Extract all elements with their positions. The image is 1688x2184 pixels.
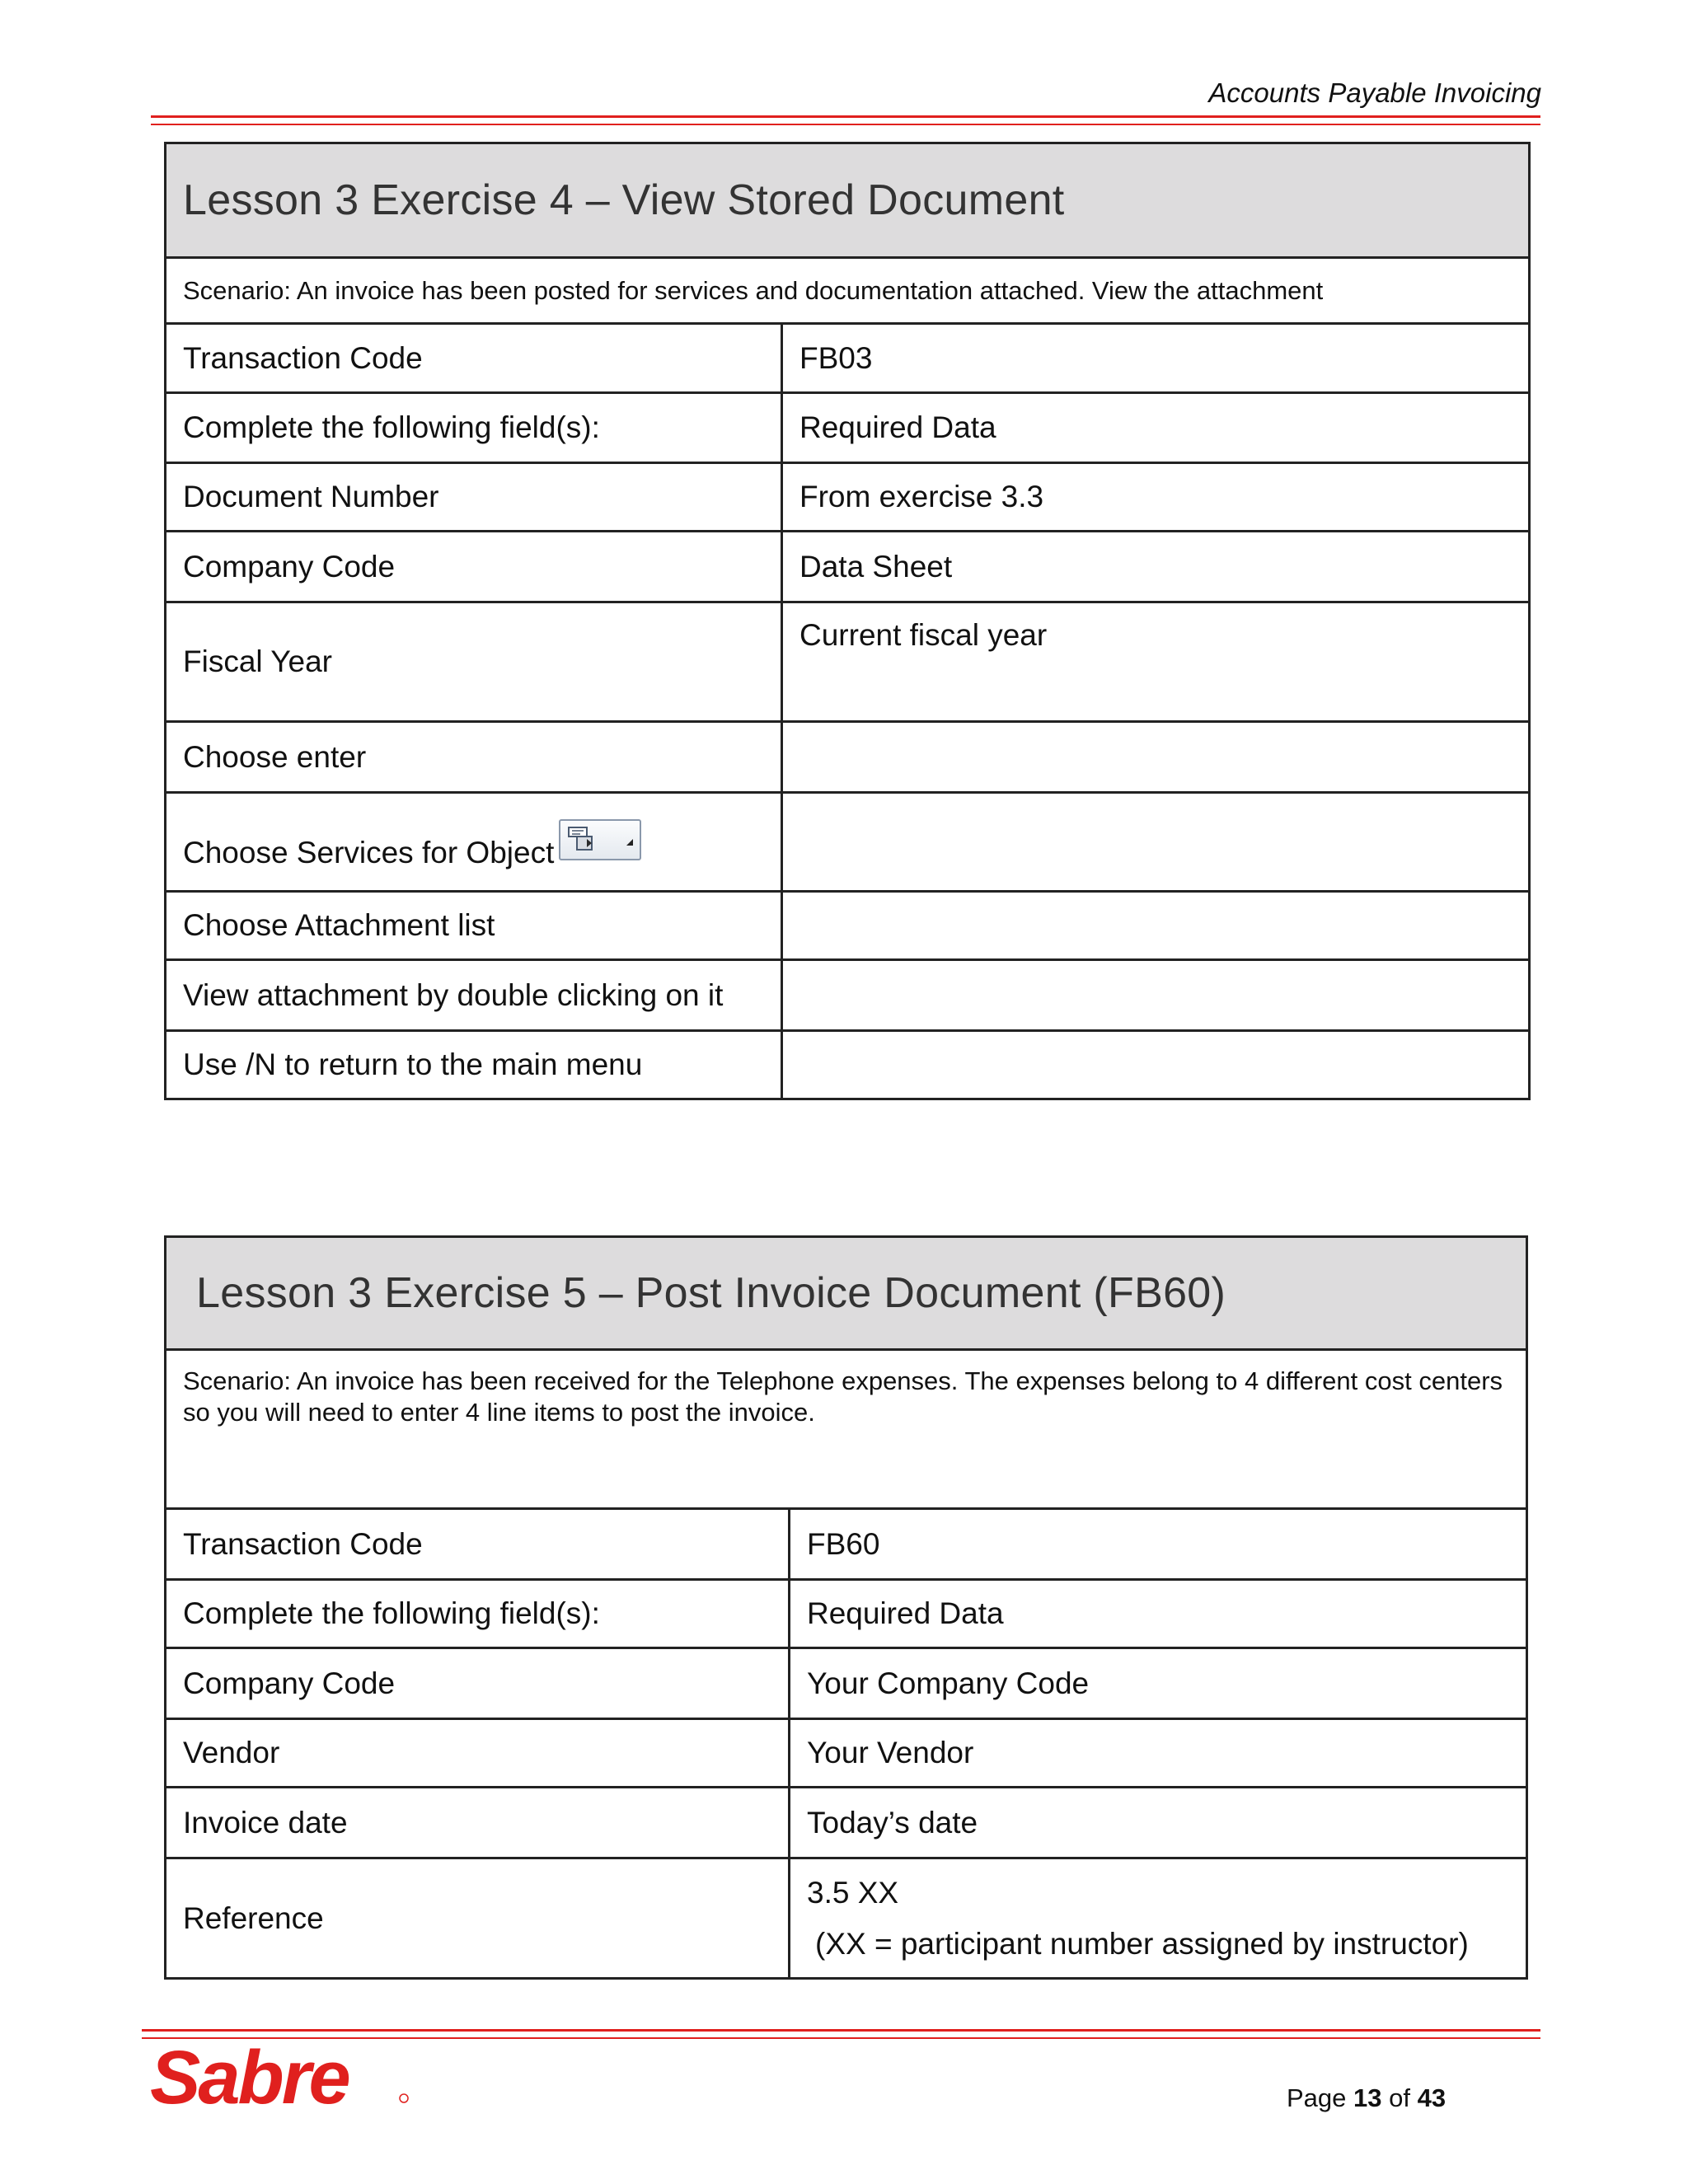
table-row	[166, 1509, 1527, 1580]
exercise-5-table	[164, 1235, 1528, 1980]
row-label: Company Code	[166, 532, 782, 602]
table-row	[166, 1858, 1527, 1979]
page-total: 43	[1417, 2083, 1447, 2112]
table-row	[166, 324, 1530, 393]
table-row	[166, 463, 1530, 532]
table-row	[166, 602, 1530, 722]
exercise-4-scenario: Scenario: An invoice has been posted for services and documentation attached. View the attachment	[166, 258, 1530, 324]
table-row	[166, 1580, 1527, 1648]
row-label: Complete the following field(s):	[166, 393, 782, 463]
row-label: View attachment by double clicking on it	[166, 960, 782, 1031]
row-label: Transaction Code	[166, 1509, 790, 1580]
header-rule-top	[151, 115, 1540, 118]
row-value: Your Vendor	[790, 1719, 1527, 1788]
row-value: Today’s date	[790, 1788, 1527, 1858]
services-for-object-icon	[560, 821, 640, 859]
exercise-5-scenario: Scenario: An invoice has been received for the Telephone expenses. The expenses belong to 4 different cost centers so you will need to enter 4 line items to post the invoice.	[166, 1350, 1527, 1509]
row-value: Required Data	[782, 393, 1530, 463]
row-label: Company Code	[166, 1648, 790, 1719]
table-row	[166, 1788, 1527, 1858]
table-row	[166, 793, 1530, 892]
table-row	[166, 722, 1530, 793]
row-value: FB03	[782, 324, 1530, 393]
row-label: Choose Attachment list	[166, 892, 782, 960]
services-for-object-label: Choose Services for Object	[183, 835, 555, 869]
row-label: Complete the following field(s):	[166, 1580, 790, 1648]
header-rule-bottom	[151, 124, 1540, 125]
row-value	[782, 722, 1530, 793]
row-value	[782, 892, 1530, 960]
row-value: FB60	[790, 1509, 1527, 1580]
exercise-4-table	[164, 142, 1531, 1100]
row-value: Data Sheet	[782, 532, 1530, 602]
page-number	[1287, 2083, 1446, 2113]
row-label: Vendor	[166, 1719, 790, 1788]
row-value	[782, 960, 1530, 1031]
exercise-4-title: Lesson 3 Exercise 4 – View Stored Document	[166, 143, 1530, 258]
table-row	[166, 892, 1530, 960]
exercise-5-title: Lesson 3 Exercise 5 – Post Invoice Document (FB60)	[166, 1237, 1527, 1350]
row-label: Transaction Code	[166, 324, 782, 393]
table-row	[166, 393, 1530, 463]
table-row	[166, 532, 1530, 602]
page-current: 13	[1353, 2083, 1382, 2112]
row-label: Document Number	[166, 463, 782, 532]
row-value: From exercise 3.3	[782, 463, 1530, 532]
row-label	[166, 793, 782, 892]
page-of: of	[1389, 2083, 1410, 2112]
page-label: Page	[1287, 2083, 1347, 2112]
reference-value: 3.5 XX	[807, 1875, 899, 1910]
row-value	[782, 1031, 1530, 1099]
row-label: Invoice date	[166, 1788, 790, 1858]
reference-note: (XX = participant number assigned by instructor)	[815, 1926, 1469, 1961]
row-label: Choose enter	[166, 722, 782, 793]
table-row	[166, 1719, 1527, 1788]
row-value: Your Company Code	[790, 1648, 1527, 1719]
footer-rule-bottom	[142, 2037, 1540, 2039]
footer-rule-top	[142, 2029, 1540, 2032]
row-value	[782, 793, 1530, 892]
sabre-logo-text: Sabre	[150, 2041, 349, 2115]
table-row	[166, 1648, 1527, 1719]
running-header: Accounts Payable Invoicing	[1208, 77, 1541, 108]
row-label: Fiscal Year	[166, 602, 782, 722]
table-row	[166, 1031, 1530, 1099]
services-for-object-button[interactable]	[559, 819, 641, 860]
row-value	[790, 1858, 1527, 1979]
row-value: Current fiscal year	[782, 602, 1530, 722]
sabre-logo	[148, 2041, 429, 2115]
table-row	[166, 960, 1530, 1031]
row-label: Use /N to return to the main menu	[166, 1031, 782, 1099]
row-value: Required Data	[790, 1580, 1527, 1648]
row-label: Reference	[166, 1858, 790, 1979]
